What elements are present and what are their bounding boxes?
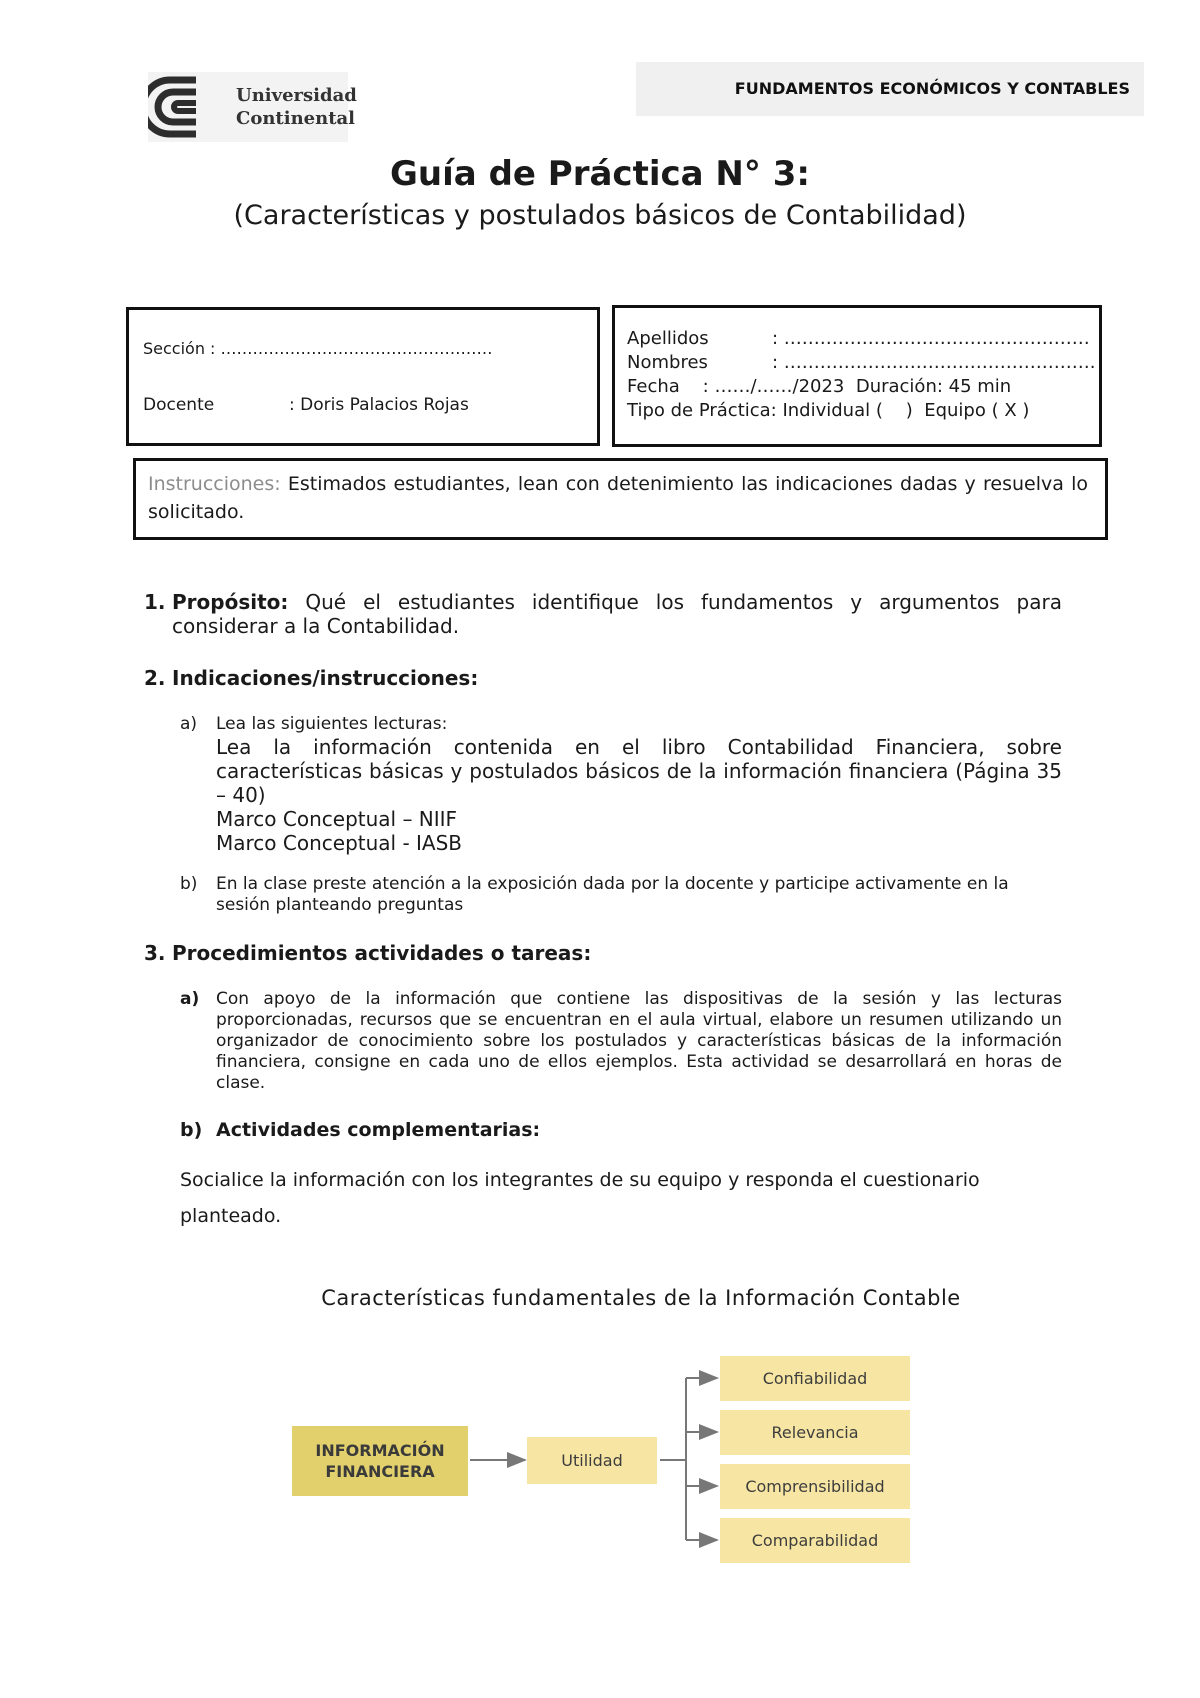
apellidos-label: Apellidos xyxy=(627,328,709,349)
section-1-number: 1. xyxy=(144,590,166,614)
section-3b-text: Socialice la información con los integrantes de su equipo y responda el cuestionario planteado. xyxy=(180,1169,980,1227)
page-title: Guía de Práctica N° 3: xyxy=(390,154,810,194)
section-3b-marker: b) xyxy=(180,1119,203,1141)
instructions-text: Instrucciones: Estimados estudiantes, lean con detenimiento las indicaciones dadas y resuelva lo solicitado. xyxy=(148,473,1088,523)
node-leaf-1: Confiabilidad xyxy=(720,1356,910,1401)
diagram-title: Características fundamentales de la Información Contable xyxy=(321,1286,961,1310)
docente-label: Docente xyxy=(143,395,215,415)
tipo-practica: Tipo de Práctica: Individual ( ) Equipo ( X ) xyxy=(627,400,1030,421)
node-leaf-4: Comparabilidad xyxy=(720,1518,910,1563)
course-title: FUNDAMENTOS ECONÓMICOS Y CONTABLES xyxy=(734,79,1130,98)
docente-value: : Doris Palacios Rojas xyxy=(289,395,469,415)
seccion-field: Sección : …………………………………………… xyxy=(143,339,493,358)
section-2a-reading: Lea la información contenida en el libro Contabilidad Financiera, sobre características básicas y postulados básicos de la información financiera (Página 35 – 40) xyxy=(216,735,1062,807)
section-2a-iasb: Marco Conceptual - IASB xyxy=(216,831,463,855)
nombres-label: Nombres xyxy=(627,352,708,373)
node-utilidad: Utilidad xyxy=(527,1437,657,1484)
section-2a-niif: Marco Conceptual – NIIF xyxy=(216,807,458,831)
section-3-title: Procedimientos actividades o tareas: xyxy=(172,941,592,965)
info-box-left xyxy=(126,307,600,446)
section-2-number: 2. xyxy=(144,666,166,690)
node-leaf-3: Comprensibilidad xyxy=(720,1464,910,1509)
node-informacion-financiera: INFORMACIÓN FINANCIERA xyxy=(292,1426,468,1496)
page-subtitle: (Características y postulados básicos de Contabilidad) xyxy=(233,200,967,231)
section-2b-marker: b) xyxy=(180,874,198,894)
section-2-title: Indicaciones/instrucciones: xyxy=(172,666,479,690)
section-2b-text: En la clase preste atención a la exposición dada por la docente y participe activamente en la sesión planteando preguntas xyxy=(216,874,1009,915)
university-name: Universidad Continental xyxy=(236,85,357,129)
nombres-field[interactable]: : ……………………………………………. xyxy=(772,352,1096,373)
section-3-number: 3. xyxy=(144,941,166,965)
fecha-duracion: Fecha : ……/……/2023 Duración: 45 min xyxy=(627,376,1012,397)
section-1-purpose: Propósito: Qué el estudiantes identifique los fundamentos y argumentos para considerar a la Contabilidad. xyxy=(172,590,1062,638)
section-3b-title: Actividades complementarias: xyxy=(216,1119,541,1141)
apellidos-field[interactable]: : …………………………………………… xyxy=(772,328,1090,349)
section-3a-marker: a) xyxy=(180,989,200,1009)
section-2a-marker: a) xyxy=(180,714,198,734)
node-leaf-2: Relevancia xyxy=(720,1410,910,1455)
section-3a-text: Con apoyo de la información que contiene las dispositivas de la sesión y las lecturas proporcionadas, recursos que se encuentran en el aula virtual, elabore un resumen utilizando un organizador de conocimiento sobre los postulados y características básicas de la información financiera, consigne en cada uno de ellos ejemplos. Esta actividad se desarrollará en horas de clase. xyxy=(216,989,1062,1093)
instructions-label: Instrucciones: xyxy=(148,473,281,495)
section-2a-intro: Lea las siguientes lecturas: xyxy=(216,714,448,734)
